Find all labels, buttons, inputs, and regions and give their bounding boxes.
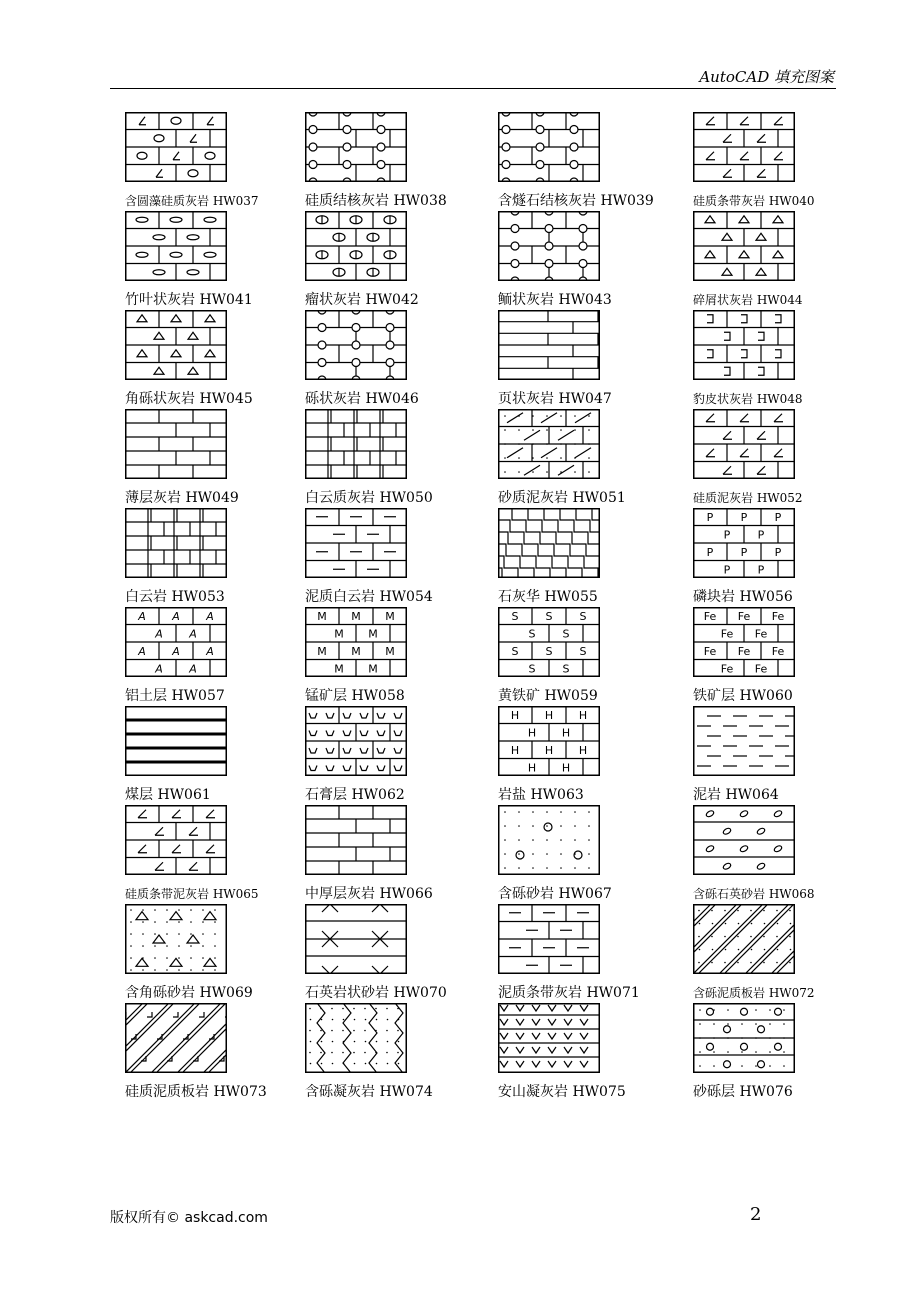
pattern-swatch bbox=[305, 1003, 407, 1073]
svg-text:P: P bbox=[757, 563, 765, 577]
pattern-cell bbox=[693, 706, 883, 802]
pattern-swatch bbox=[305, 805, 407, 875]
pattern-swatch bbox=[693, 508, 795, 578]
pattern-caption: 角砾状灰岩 HW045 bbox=[125, 391, 253, 407]
pattern-swatch bbox=[125, 706, 227, 776]
svg-text:A: A bbox=[172, 609, 180, 623]
svg-text:A: A bbox=[138, 609, 146, 623]
pattern-swatch bbox=[693, 211, 795, 281]
pattern-caption: 含角砾砂岩 HW069 bbox=[125, 985, 253, 1001]
pattern-caption: 硅质条带泥灰岩 HW065 bbox=[125, 887, 259, 901]
pattern-swatch bbox=[498, 805, 600, 875]
svg-text:M: M bbox=[334, 627, 344, 641]
pattern-cell bbox=[125, 805, 315, 901]
pattern-caption: 岩盐 HW063 bbox=[498, 787, 584, 803]
svg-text:H: H bbox=[510, 708, 520, 722]
pattern-swatch bbox=[498, 1003, 600, 1073]
svg-text:A: A bbox=[155, 662, 163, 676]
pattern-swatch bbox=[498, 409, 600, 479]
page-number: 2 bbox=[750, 1204, 762, 1225]
pattern-caption: 含砾石英砂岩 HW068 bbox=[693, 887, 815, 901]
svg-text:M: M bbox=[368, 662, 378, 676]
pattern-cell bbox=[305, 607, 495, 703]
pattern-cell bbox=[498, 904, 688, 1000]
svg-text:P: P bbox=[740, 510, 748, 524]
pattern-cell bbox=[125, 409, 315, 505]
pattern-swatch bbox=[125, 508, 227, 578]
pattern-swatch bbox=[693, 706, 795, 776]
svg-text:M: M bbox=[351, 644, 361, 658]
svg-text:A: A bbox=[189, 627, 197, 641]
svg-text:S: S bbox=[545, 644, 553, 658]
svg-text:S: S bbox=[579, 644, 587, 658]
svg-text:P: P bbox=[740, 545, 748, 559]
svg-text:Fe: Fe bbox=[771, 609, 785, 623]
pattern-caption: 黄铁矿 HW059 bbox=[498, 688, 598, 704]
svg-text:M: M bbox=[351, 609, 361, 623]
svg-text:M: M bbox=[317, 609, 327, 623]
svg-text:A: A bbox=[206, 644, 214, 658]
header-title: AutoCAD 填充图案 bbox=[699, 68, 834, 86]
svg-text:Fe: Fe bbox=[703, 609, 717, 623]
pattern-cell bbox=[125, 1003, 315, 1099]
pattern-swatch bbox=[693, 1003, 795, 1073]
pattern-cell bbox=[693, 310, 883, 406]
pattern-caption: 瘤状灰岩 HW042 bbox=[305, 292, 419, 308]
svg-text:P: P bbox=[757, 528, 765, 542]
pattern-caption: 白云质灰岩 HW050 bbox=[305, 490, 433, 506]
pattern-cell bbox=[125, 310, 315, 406]
pattern-cell bbox=[125, 904, 315, 1000]
pattern-caption: 含圆藻硅质灰岩 HW037 bbox=[125, 194, 259, 208]
svg-text:M: M bbox=[385, 644, 395, 658]
pattern-caption: 煤层 HW061 bbox=[125, 787, 211, 803]
svg-text:P: P bbox=[774, 545, 782, 559]
pattern-cell bbox=[305, 805, 495, 901]
pattern-cell bbox=[305, 508, 495, 604]
svg-text:H: H bbox=[544, 708, 554, 722]
pattern-cell bbox=[498, 112, 688, 208]
pattern-swatch bbox=[305, 310, 407, 380]
svg-text:M: M bbox=[368, 627, 378, 641]
pattern-caption: 碎屑状灰岩 HW044 bbox=[693, 293, 803, 307]
pattern-swatch bbox=[498, 112, 600, 182]
pattern-cell bbox=[498, 310, 688, 406]
pattern-cell bbox=[693, 112, 883, 208]
pattern-swatch bbox=[498, 904, 600, 974]
svg-text:S: S bbox=[545, 609, 553, 623]
pattern-swatch bbox=[693, 904, 795, 974]
svg-text:P: P bbox=[706, 510, 714, 524]
pattern-caption: 硅质条带灰岩 HW040 bbox=[693, 194, 815, 208]
pattern-caption: 中厚层灰岩 HW066 bbox=[305, 886, 433, 902]
pattern-swatch bbox=[693, 112, 795, 182]
pattern-cell bbox=[498, 409, 688, 505]
pattern-caption: 砂砾层 HW076 bbox=[693, 1084, 793, 1100]
pattern-caption: 砾状灰岩 HW046 bbox=[305, 391, 419, 407]
pattern-swatch bbox=[498, 211, 600, 281]
pattern-cell bbox=[125, 211, 315, 307]
pattern-cell bbox=[305, 409, 495, 505]
pattern-caption: 豹皮状灰岩 HW048 bbox=[693, 392, 803, 406]
svg-text:P: P bbox=[723, 528, 731, 542]
svg-text:S: S bbox=[562, 627, 570, 641]
pattern-cell bbox=[693, 904, 883, 1000]
pattern-swatch bbox=[693, 805, 795, 875]
pattern-swatch bbox=[498, 706, 600, 776]
pattern-cell bbox=[305, 1003, 495, 1099]
pattern-caption: 白云岩 HW053 bbox=[125, 589, 225, 605]
svg-text:Fe: Fe bbox=[771, 644, 785, 658]
pattern-cell bbox=[305, 211, 495, 307]
svg-text:A: A bbox=[189, 662, 197, 676]
svg-text:S: S bbox=[511, 644, 519, 658]
svg-text:A: A bbox=[155, 627, 163, 641]
pattern-caption: 泥质条带灰岩 HW071 bbox=[498, 985, 640, 1001]
pattern-caption: 安山凝灰岩 HW075 bbox=[498, 1084, 626, 1100]
pattern-cell bbox=[498, 607, 688, 703]
pattern-swatch bbox=[125, 211, 227, 281]
pattern-cell bbox=[305, 112, 495, 208]
svg-text:Fe: Fe bbox=[720, 662, 734, 676]
svg-text:Fe: Fe bbox=[754, 627, 768, 641]
pattern-swatch bbox=[693, 409, 795, 479]
svg-text:H: H bbox=[561, 761, 571, 775]
svg-text:M: M bbox=[385, 609, 395, 623]
pattern-swatch bbox=[305, 409, 407, 479]
pattern-swatch bbox=[125, 112, 227, 182]
svg-text:H: H bbox=[544, 743, 554, 757]
pattern-caption: 含砾泥质板岩 HW072 bbox=[693, 986, 815, 1000]
page-header bbox=[110, 64, 836, 89]
pattern-caption: 鲕状灰岩 HW043 bbox=[498, 292, 612, 308]
pattern-swatch bbox=[125, 904, 227, 974]
svg-text:A: A bbox=[206, 609, 214, 623]
svg-text:A: A bbox=[172, 644, 180, 658]
pattern-caption: 磷块岩 HW056 bbox=[693, 589, 793, 605]
svg-text:H: H bbox=[561, 726, 571, 740]
pattern-caption: 竹叶状灰岩 HW041 bbox=[125, 292, 253, 308]
pattern-caption: 铁矿层 HW060 bbox=[693, 688, 793, 704]
svg-text:M: M bbox=[317, 644, 327, 658]
pattern-caption: 石膏层 HW062 bbox=[305, 787, 405, 803]
pattern-caption: 砂质泥灰岩 HW051 bbox=[498, 490, 626, 506]
svg-text:S: S bbox=[511, 609, 519, 623]
svg-text:P: P bbox=[774, 510, 782, 524]
svg-text:P: P bbox=[706, 545, 714, 559]
pattern-cell bbox=[693, 1003, 883, 1099]
pattern-cell bbox=[693, 211, 883, 307]
pattern-cell bbox=[693, 805, 883, 901]
svg-text:A: A bbox=[138, 644, 146, 658]
svg-text:Fe: Fe bbox=[737, 644, 751, 658]
pattern-cell bbox=[305, 706, 495, 802]
pattern-cell bbox=[693, 607, 883, 703]
pattern-swatch bbox=[305, 706, 407, 776]
pattern-caption: 硅质泥质板岩 HW073 bbox=[125, 1084, 267, 1100]
pattern-swatch bbox=[498, 508, 600, 578]
pattern-caption: 石英岩状砂岩 HW070 bbox=[305, 985, 447, 1001]
pattern-cell bbox=[498, 805, 688, 901]
pattern-swatch bbox=[305, 904, 407, 974]
svg-text:Fe: Fe bbox=[720, 627, 734, 641]
pattern-caption: 铝土层 HW057 bbox=[125, 688, 225, 704]
svg-text:H: H bbox=[578, 743, 588, 757]
svg-text:P: P bbox=[723, 563, 731, 577]
pattern-swatch bbox=[125, 805, 227, 875]
pattern-swatch bbox=[693, 607, 795, 677]
pattern-swatch bbox=[125, 310, 227, 380]
svg-text:S: S bbox=[528, 627, 536, 641]
svg-text:Fe: Fe bbox=[737, 609, 751, 623]
pattern-caption: 泥质白云岩 HW054 bbox=[305, 589, 433, 605]
pattern-swatch bbox=[498, 607, 600, 677]
pattern-cell bbox=[125, 112, 315, 208]
pattern-swatch bbox=[305, 211, 407, 281]
pattern-cell bbox=[125, 706, 315, 802]
pattern-cell bbox=[693, 409, 883, 505]
pattern-caption: 硅质结核灰岩 HW038 bbox=[305, 193, 447, 209]
pattern-cell bbox=[693, 508, 883, 604]
svg-text:H: H bbox=[510, 743, 520, 757]
svg-text:H: H bbox=[527, 761, 537, 775]
pattern-caption: 锰矿层 HW058 bbox=[305, 688, 405, 704]
pattern-cell bbox=[498, 1003, 688, 1099]
pattern-cell bbox=[305, 310, 495, 406]
svg-text:S: S bbox=[562, 662, 570, 676]
pattern-cell bbox=[498, 211, 688, 307]
pattern-swatch bbox=[498, 310, 600, 380]
pattern-swatch bbox=[305, 508, 407, 578]
pattern-cell bbox=[498, 706, 688, 802]
pattern-caption: 硅质泥灰岩 HW052 bbox=[693, 491, 803, 505]
svg-text:S: S bbox=[528, 662, 536, 676]
svg-text:M: M bbox=[334, 662, 344, 676]
pattern-caption: 含砾砂岩 HW067 bbox=[498, 886, 612, 902]
svg-text:Fe: Fe bbox=[703, 644, 717, 658]
pattern-swatch bbox=[305, 607, 407, 677]
pattern-caption: 页状灰岩 HW047 bbox=[498, 391, 612, 407]
pattern-caption: 薄层灰岩 HW049 bbox=[125, 490, 239, 506]
footer-copyright: 版权所有© askcad.com bbox=[110, 1210, 268, 1226]
svg-text:S: S bbox=[579, 609, 587, 623]
pattern-cell bbox=[305, 904, 495, 1000]
pattern-swatch bbox=[125, 409, 227, 479]
pattern-cell bbox=[125, 607, 315, 703]
pattern-swatch bbox=[693, 310, 795, 380]
pattern-caption: 泥岩 HW064 bbox=[693, 787, 779, 803]
svg-text:H: H bbox=[578, 708, 588, 722]
pattern-swatch bbox=[125, 607, 227, 677]
pattern-cell bbox=[498, 508, 688, 604]
svg-text:H: H bbox=[527, 726, 537, 740]
pattern-caption: 石灰华 HW055 bbox=[498, 589, 598, 605]
pattern-swatch bbox=[125, 1003, 227, 1073]
pattern-caption: 含砾凝灰岩 HW074 bbox=[305, 1084, 433, 1100]
pattern-caption: 含燧石结核灰岩 HW039 bbox=[498, 193, 654, 209]
pattern-cell bbox=[125, 508, 315, 604]
svg-text:Fe: Fe bbox=[754, 662, 768, 676]
pattern-swatch bbox=[305, 112, 407, 182]
